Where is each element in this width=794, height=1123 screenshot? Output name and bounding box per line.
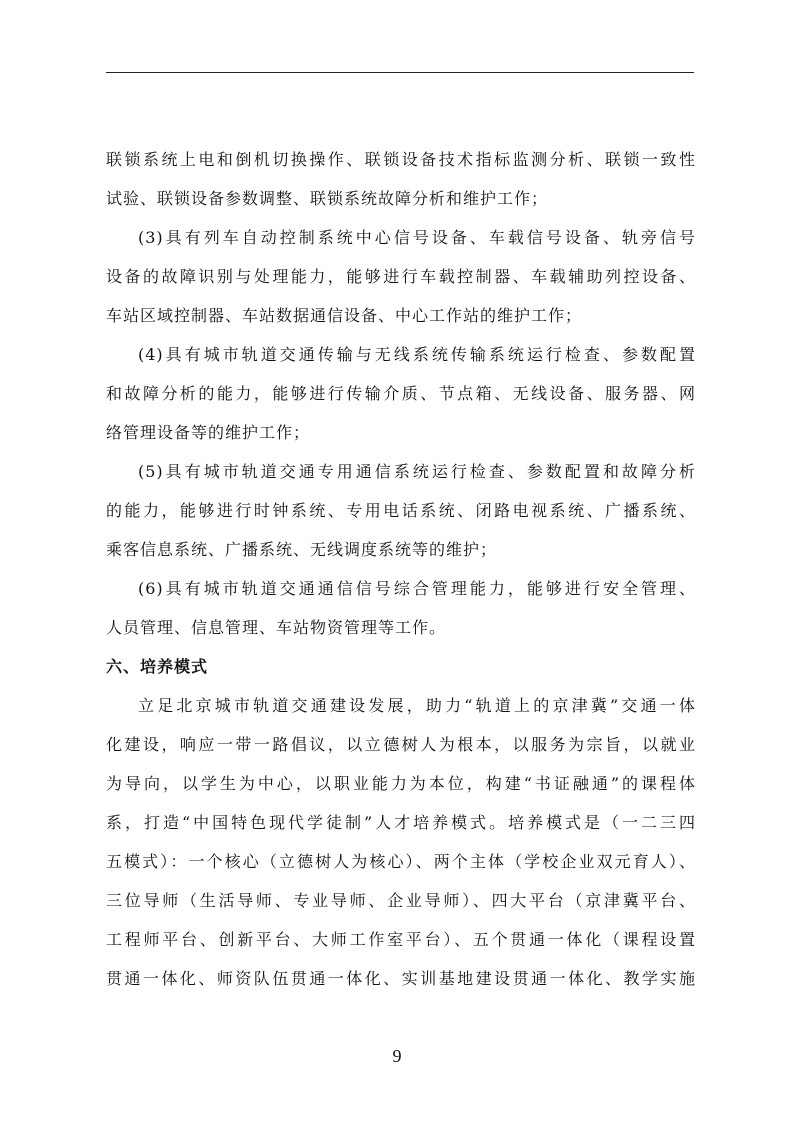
section-heading: 六、培养模式 (106, 657, 209, 676)
section-line: 化建设，响应一带一路倡议，以立德树人为根本，以服务为宗旨，以就业 (106, 735, 696, 754)
body-line: 乘客信息系统、广播系统、无线调度系统等的维护； (106, 540, 498, 559)
section-line: 三位导师（生活导师、专业导师、企业导师）、四大平台（京津冀平台、 (106, 891, 696, 910)
body-line: (6)具有城市轨道交通通信信号综合管理能力，能够进行安全管理、 (138, 579, 696, 598)
body-line: (5)具有城市轨道交通专用通信系统运行检查、参数配置和故障分析 (138, 462, 696, 481)
document-body (106, 140, 696, 998)
section-line: 贯通一体化、师资队伍贯通一体化、实训基地建设贯通一体化、教学实施 (106, 969, 696, 988)
section-line: 工程师平台、创新平台、大师工作室平台）、五个贯通一体化（课程设置 (106, 930, 696, 949)
body-line: 车站区域控制器、车站数据通信设备、中心工作站的维护工作； (106, 306, 583, 325)
body-line: 和故障分析的能力，能够进行传输介质、节点箱、无线设备、服务器、网 (106, 384, 696, 403)
body-line: 联锁系统上电和倒机切换操作、联锁设备技术指标监测分析、联锁一致性 (106, 150, 696, 169)
section-line: 系，打造“中国特色现代学徒制”人才培养模式。培养模式是（一二三四 (106, 813, 696, 832)
body-line: 人员管理、信息管理、车站物资管理等工作。 (106, 618, 447, 637)
section-line: 五模式）：一个核心（立德树人为核心）、两个主体（学校企业双元育人）、 (106, 852, 696, 871)
body-line: (4)具有城市轨道交通传输与无线系统传输系统运行检查、参数配置 (138, 345, 696, 364)
body-line: (3)具有列车自动控制系统中心信号设备、车载信号设备、轨旁信号 (138, 228, 696, 247)
body-line: 络管理设备等的维护工作； (106, 423, 311, 442)
section-line: 为导向，以学生为中心，以职业能力为本位，构建“书证融通”的课程体 (106, 774, 696, 793)
body-line: 试验、联锁设备参数调整、联锁系统故障分析和维护工作； (106, 189, 549, 208)
body-line: 设备的故障识别与处理能力，能够进行车载控制器、车载辅助列控设备、 (106, 267, 696, 286)
header-rule (106, 72, 694, 73)
section-line: 立足北京城市轨道交通建设发展，助力“轨道上的京津冀”交通一体 (138, 696, 696, 715)
body-line: 的能力，能够进行时钟系统、专用电话系统、闭路电视系统、广播系统、 (106, 501, 696, 520)
page-number: 9 (392, 1046, 402, 1066)
